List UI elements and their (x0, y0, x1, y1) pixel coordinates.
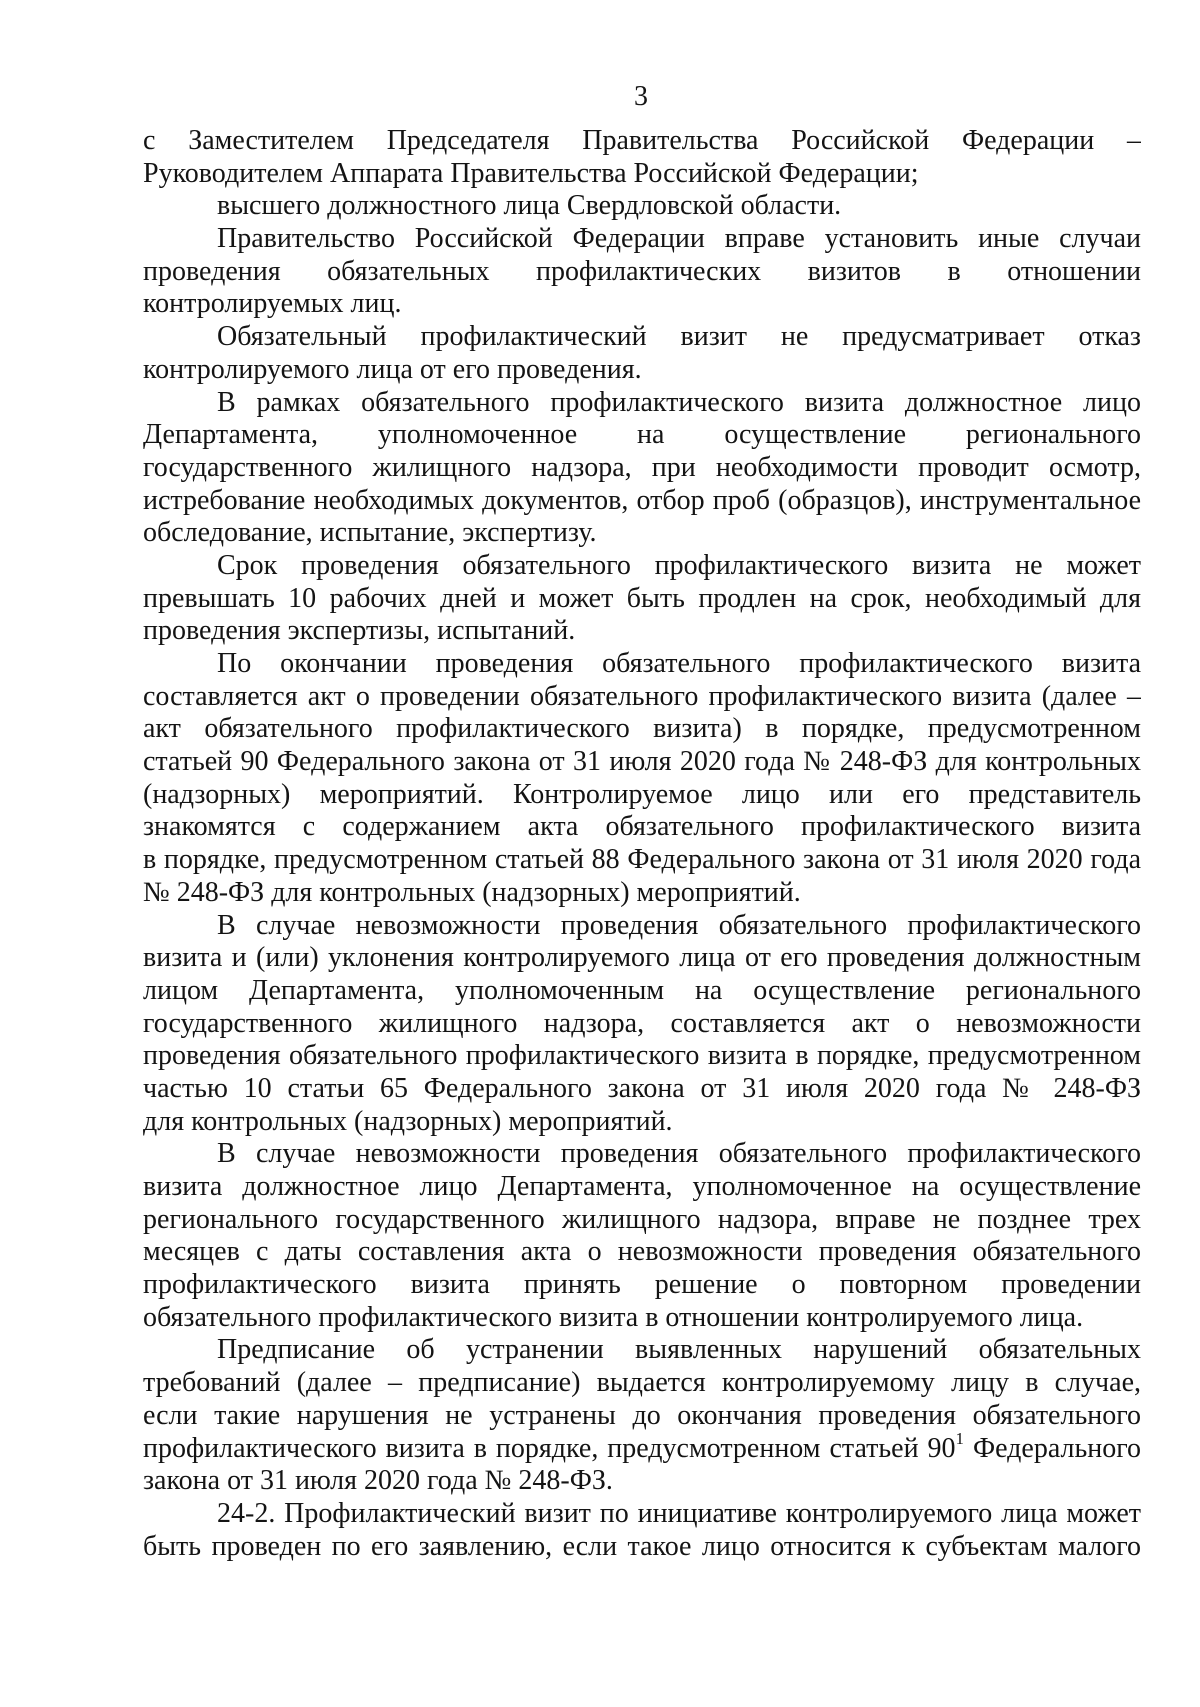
text-line (143, 550, 1141, 583)
page-number: 3 (634, 81, 648, 112)
text-line-content: профилактического визита в порядке, предусмотренном статьей 90 (143, 1432, 956, 1464)
text-line (143, 125, 1141, 158)
superscript: 1 (955, 1432, 965, 1449)
text-line-content: быть проведен по его заявлению, если такое лицо относится к субъектам малого (143, 1530, 1141, 1562)
text-line-content: если такие нарушения не устранены до окончания проведения обязательного (143, 1399, 1141, 1431)
text-line (143, 1367, 1141, 1400)
text-line (143, 648, 1141, 681)
text-line-content: статьей 90 Федерального закона от 31 июля 2020 года № 248-ФЗ для контрольных (143, 746, 1141, 778)
text-line-content: визита и (или) уклонения контролируемого лица от его проведения должностным (143, 942, 1141, 974)
text-line (143, 681, 1141, 714)
text-line (143, 1073, 1141, 1106)
text-line-content: истребование необходимых документов, отбор проб (образцов), инструментальное (143, 484, 1141, 516)
text-line-content: Руководителем Аппарата Правительства Российской Федерации; (143, 157, 919, 189)
text-line (143, 1236, 1141, 1269)
text-line (143, 1269, 1141, 1302)
document-body (143, 125, 1141, 1563)
text-line-content: Правительство Российской Федерации вправе установить иные случаи (217, 223, 1141, 255)
text-line-content: Срок проведения обязательного профилактического визита не может (217, 549, 1141, 581)
text-line-content: В случае невозможности проведения обязательного профилактического (217, 1138, 1141, 1170)
text-line (143, 223, 1141, 256)
text-line (143, 452, 1141, 485)
text-line-content: частью 10 статьи 65 Федерального закона от 31 июля 2020 года № 248-ФЗ (143, 1072, 1141, 1104)
text-line-content: превышать 10 рабочих дней и может быть продлен на срок, необходимый для (143, 582, 1141, 614)
text-line (143, 256, 1141, 289)
text-line (143, 387, 1141, 420)
text-line-content: в порядке, предусмотренном статьей 88 Федерального закона от 31 июля 2020 года (143, 844, 1141, 876)
text-line (143, 1531, 1141, 1564)
text-line (143, 1400, 1141, 1433)
text-line (143, 1465, 1141, 1498)
text-line (143, 321, 1141, 354)
text-line-content: (надзорных) мероприятий. Контролируемое лицо или его представитель (143, 778, 1141, 810)
text-line-content: регионального государственного жилищного надзора, вправе не позднее трех (143, 1203, 1141, 1235)
text-line-content: контролируемого лица от его проведения. (143, 353, 642, 385)
text-line (143, 1008, 1141, 1041)
text-line (143, 1334, 1141, 1367)
text-line-content: государственного жилищного надзора, составляется акт о невозможности (143, 1007, 1141, 1039)
text-line-content: визита должностное лицо Департамента, уполномоченное на осуществление (143, 1171, 1141, 1202)
text-line-content: закона от 31 июля 2020 года № 248-ФЗ. (143, 1465, 613, 1497)
text-line (143, 1171, 1141, 1204)
text-line (143, 1138, 1141, 1171)
text-line-content: Департамента, уполномоченное на осуществление регионального (143, 419, 1141, 451)
text-line-content: составляется акт о проведении обязательного профилактического визита (далее – (143, 680, 1141, 712)
text-line-content: Обязательный профилактический визит не предусматривает отказ (217, 321, 1141, 353)
text-line (143, 485, 1141, 518)
text-line (143, 1302, 1141, 1335)
text-line-content: обследование, испытание, экспертизу. (143, 517, 597, 549)
text-line-content: месяцев с даты составления акта о невозможности проведения обязательного (143, 1236, 1141, 1268)
text-line-content: профилактического визита принять решение о повторном проведении (143, 1269, 1141, 1301)
text-line (143, 746, 1141, 779)
text-line (143, 779, 1141, 812)
text-line (143, 975, 1141, 1008)
text-line (143, 877, 1141, 910)
text-line-content: высшего должностного лица Свердловской области. (217, 190, 842, 222)
text-line (143, 583, 1141, 616)
text-line (143, 419, 1141, 452)
text-line-content: обязательного профилактического визита в отношении контролируемого лица. (143, 1301, 1084, 1333)
text-line-content: контролируемых лиц. (143, 288, 402, 320)
text-line-continuation: Федерального (964, 1432, 1141, 1464)
text-line-content: По окончании проведения обязательного профилактического визита (217, 648, 1141, 679)
text-line (143, 713, 1141, 746)
text-line (143, 811, 1141, 844)
text-line-content: для контрольных (надзорных) мероприятий. (143, 1105, 673, 1137)
text-line (143, 517, 1141, 550)
text-line (143, 1204, 1141, 1237)
text-line-content: Предписание об устранении выявленных нарушений обязательных (217, 1334, 1141, 1366)
text-line-content: государственного жилищного надзора, при необходимости проводит осмотр, (143, 451, 1141, 483)
text-line-content: акт обязательного профилактического визита) в порядке, предусмотренном (143, 713, 1141, 745)
text-line (143, 1106, 1141, 1139)
text-line (143, 354, 1141, 387)
text-line (143, 1040, 1141, 1073)
text-line (143, 942, 1141, 975)
text-line (143, 615, 1141, 648)
text-line-content: проведения экспертизы, испытаний. (143, 615, 576, 647)
text-line-content: № 248-ФЗ для контрольных (надзорных) мероприятий. (143, 876, 801, 908)
text-line-content: 24-2. Профилактический визит по инициативе контролируемого лица может (217, 1497, 1141, 1529)
text-line-content: В случае невозможности проведения обязательного профилактического (217, 909, 1141, 941)
text-line (143, 844, 1141, 877)
text-line-content: лицом Департамента, уполномоченным на осуществление регионального (143, 974, 1141, 1006)
text-line (143, 288, 1141, 321)
text-line-content: знакомятся с содержанием акта обязательного профилактического визита (143, 811, 1141, 843)
text-line-content: В рамках обязательного профилактического визита должностное лицо (217, 386, 1141, 418)
text-line-content: с Заместителем Председателя Правительства Российской Федерации – (143, 125, 1141, 156)
text-line (143, 158, 1141, 191)
text-line (143, 910, 1141, 943)
text-line-content: требований (далее – предписание) выдается контролируемому лицу в случае, (143, 1367, 1141, 1399)
text-line-content: проведения обязательных профилактических визитов в отношении (143, 255, 1141, 287)
text-line (143, 1433, 1141, 1466)
text-line (143, 1498, 1141, 1531)
text-line (143, 190, 1141, 223)
text-line-content: проведения обязательного профилактического визита в порядке, предусмотренном (143, 1040, 1141, 1072)
